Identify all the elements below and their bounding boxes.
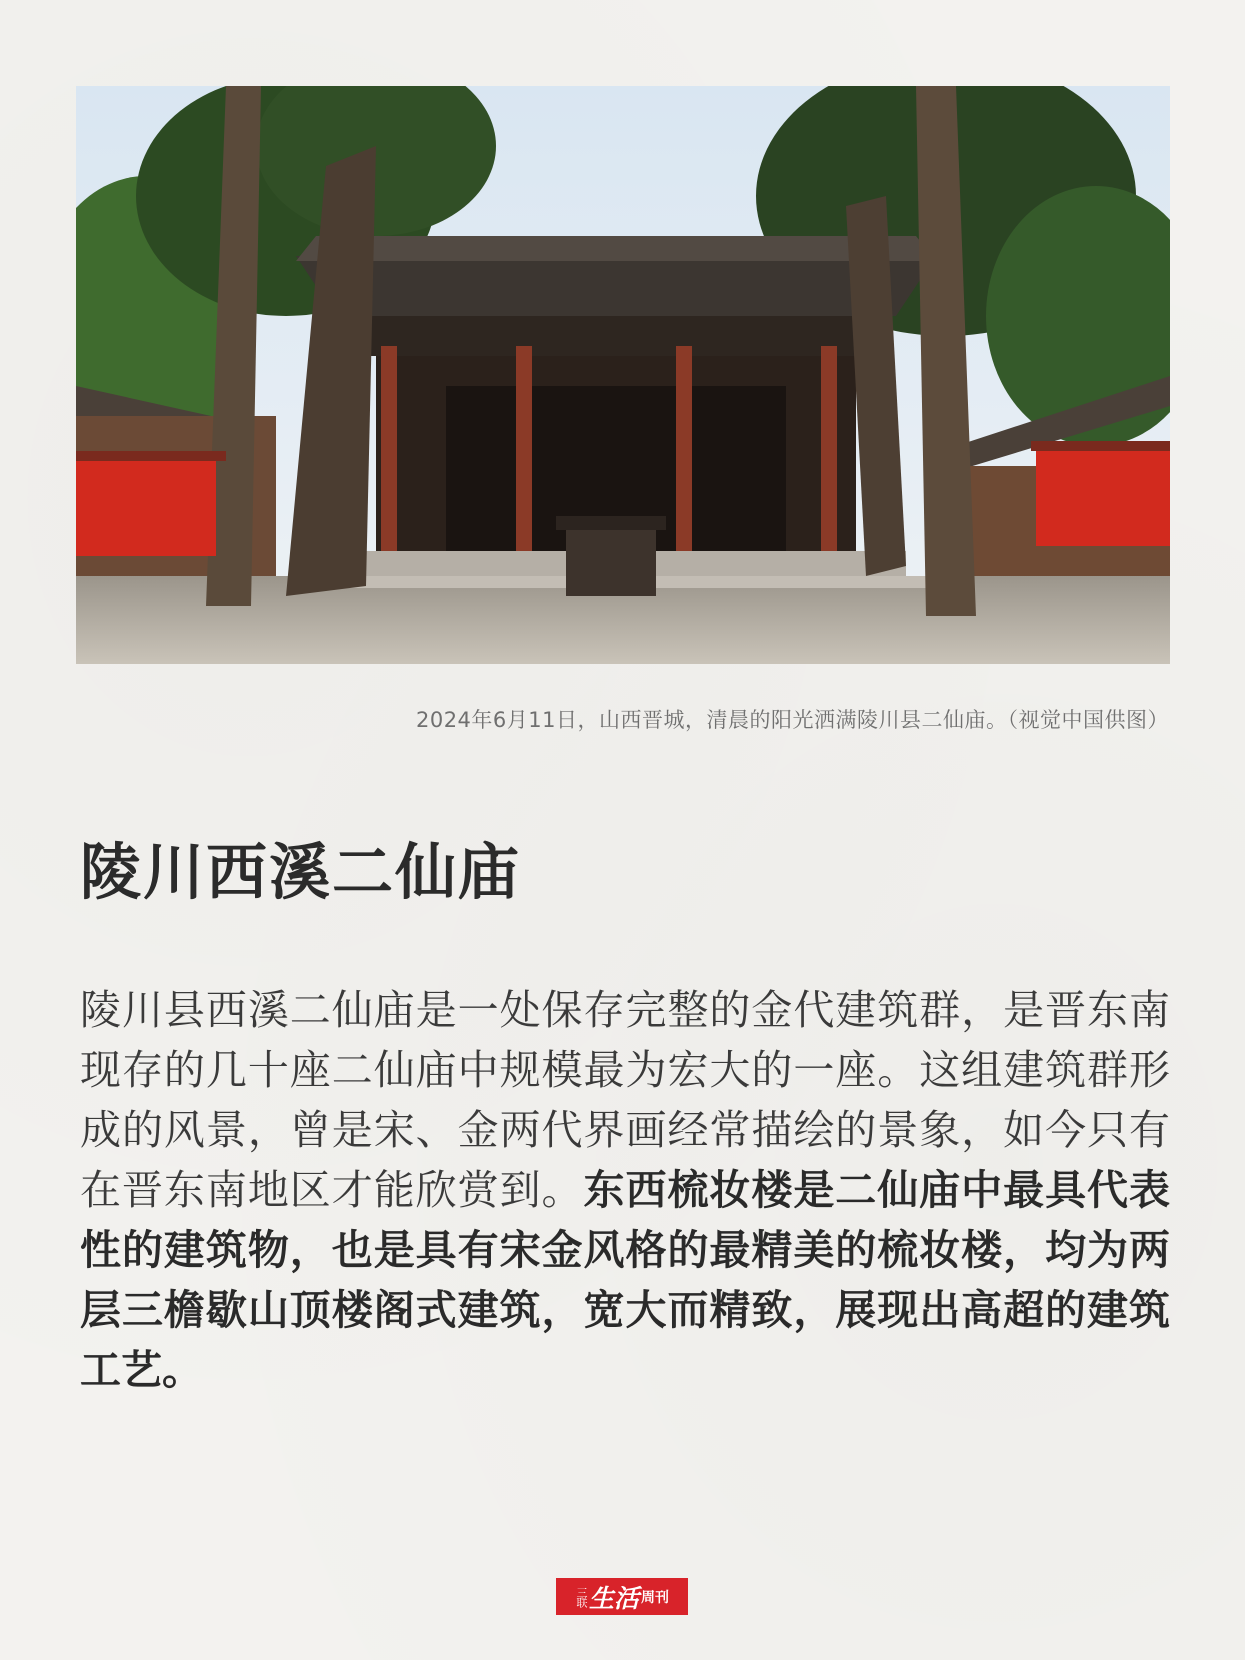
temple-photo <box>76 86 1170 664</box>
logo-small-text: 三联 <box>574 1586 588 1607</box>
photo-caption: 2024年6月11日，山西晋城，清晨的阳光洒满陵川县二仙庙。（视觉中国供图） <box>415 708 1169 732</box>
article-body <box>80 980 1170 1400</box>
body-text-normal: 陵川县西溪二仙庙是一处保存完整的金代建筑群，是晋东南现存的几十座二仙庙中规模最为宏大的一座。这组建筑群形成的风景，曾是宋、金两代界画经常描绘的景象，如今只有在晋东南地区才能欣赏到。 <box>80 986 1170 1214</box>
publication-logo <box>556 1578 688 1615</box>
logo-main-text: 生活 <box>588 1583 639 1613</box>
article-title: 陵川西溪二仙庙 <box>80 837 522 908</box>
temple-illustration <box>76 86 1170 664</box>
logo-sub-text: 周刊 <box>641 1589 669 1606</box>
body-text-bold: 东西梳妆楼是二仙庙中最具代表性的建筑物，也是具有宋金风格的最精美的梳妆楼，均为两层三檐歇山顶楼阁式建筑，宽大而精致，展现出高超的建筑工艺。 <box>80 1166 1171 1394</box>
